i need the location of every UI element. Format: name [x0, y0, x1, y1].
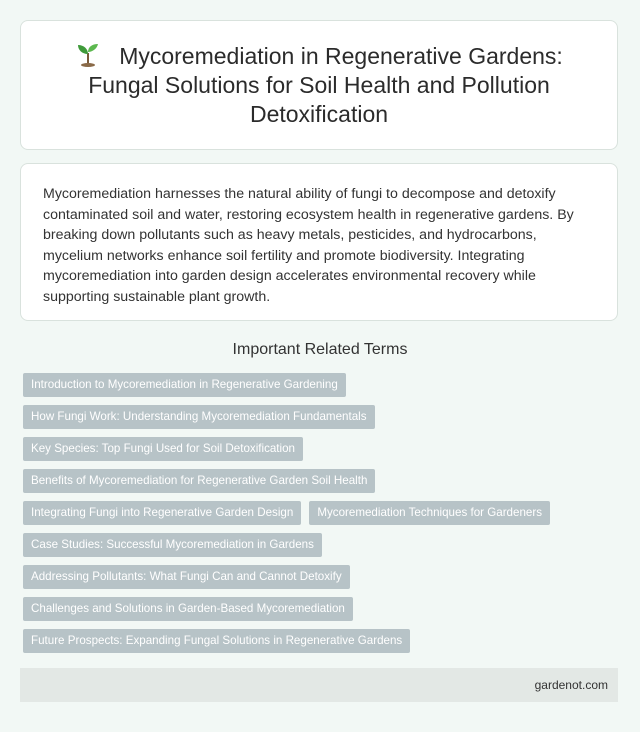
related-terms-heading: Important Related Terms	[232, 341, 408, 358]
related-term-tag[interactable]: Introduction to Mycoremediation in Regenerative Gardening	[23, 373, 346, 397]
related-terms-list	[23, 373, 619, 661]
related-term-tag[interactable]: Future Prospects: Expanding Fungal Solutions in Regenerative Gardens	[23, 629, 410, 653]
footer-site-link[interactable]: gardenot.com	[534, 678, 608, 692]
sprout-icon	[75, 41, 101, 67]
related-term-tag[interactable]: Key Species: Top Fungi Used for Soil Detoxification	[23, 437, 303, 461]
related-term-tag[interactable]: Integrating Fungi into Regenerative Garden Design	[23, 501, 301, 525]
page-title-text: Mycoremediation in Regenerative Gardens: Fungal Solutions for Soil Health and Pollution Detoxification	[88, 43, 563, 127]
related-term-tag[interactable]: Benefits of Mycoremediation for Regenerative Garden Soil Health	[23, 469, 375, 493]
footer	[20, 668, 618, 702]
title-card	[20, 20, 618, 150]
summary-card	[20, 163, 618, 321]
related-term-tag[interactable]: How Fungi Work: Understanding Mycoremediation Fundamentals	[23, 405, 375, 429]
page-title	[51, 41, 587, 129]
summary-text: Mycoremediation harnesses the natural ability of fungi to decompose and detoxify contaminated soil and water, restoring ecosystem health in regenerative gardens. By breaking down pollutants such as heavy metals, pesticides, and hydrocarbons, mycelium networks enhance soil fertility and promote biodiversity. Integrating mycoremediation into garden design accelerates environmental recovery while supporting sustainable plant growth.	[43, 186, 574, 305]
related-term-tag[interactable]: Challenges and Solutions in Garden-Based Mycoremediation	[23, 597, 353, 621]
related-term-tag[interactable]: Addressing Pollutants: What Fungi Can and Cannot Detoxify	[23, 565, 350, 589]
related-term-tag[interactable]: Case Studies: Successful Mycoremediation in Gardens	[23, 533, 322, 557]
related-term-tag[interactable]: Mycoremediation Techniques for Gardeners	[309, 501, 550, 525]
